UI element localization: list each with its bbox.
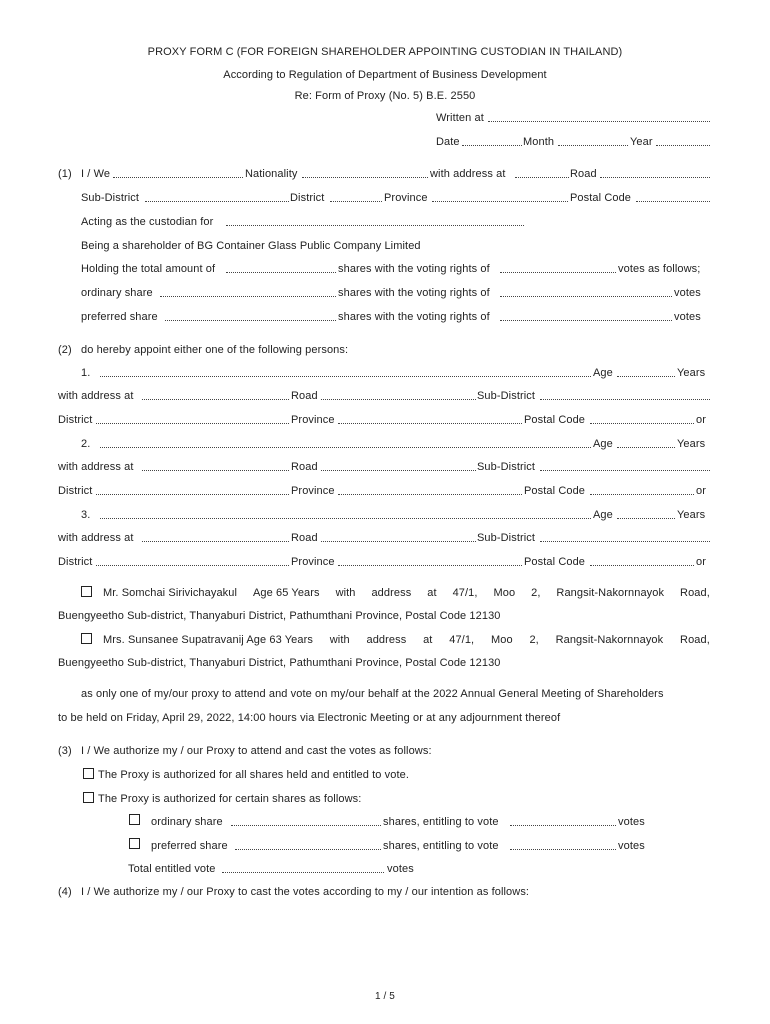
form-title: PROXY FORM C (FOR FOREIGN SHAREHOLDER APPOINTING CUSTODIAN IN THAILAND) [147, 46, 623, 58]
person-3-province-label: Province [291, 556, 335, 568]
person-3-district-label: District [58, 556, 93, 568]
person-2-age-field[interactable] [617, 447, 675, 448]
postal-code-field[interactable] [636, 201, 710, 202]
proxy-somchai-line1 [103, 586, 710, 600]
proxy-sunsanee-word: Rangsit-Nakornnayok [555, 634, 664, 646]
preferred-share-label: preferred share [81, 311, 158, 323]
certain-shares-checkbox[interactable] [83, 792, 94, 803]
person-1-age-label: Age [593, 367, 613, 379]
person-2-postal-field[interactable] [590, 494, 694, 495]
proxy-somchai-word: Age 65 Years [252, 587, 320, 599]
shareholder-statement: Being a shareholder of BG Container Glass Public Company Limited [81, 240, 421, 252]
s3-preferred-votes-field[interactable] [510, 849, 616, 850]
proxy-sunsanee-line1 [103, 633, 710, 647]
section-4-number: (4) [58, 886, 72, 898]
person-3-age-field[interactable] [617, 518, 675, 519]
person-1-postal-label: Postal Code [524, 414, 586, 426]
written-at-field[interactable] [488, 121, 710, 122]
proxy-somchai-checkbox[interactable] [81, 586, 92, 597]
person-2-name-field[interactable] [100, 447, 591, 448]
proxy-sunsanee-word: Mrs. Sunsanee Supatravanij Age 63 Years [103, 634, 313, 646]
all-shares-label: The Proxy is authorized for all shares held and entitled to vote. [98, 769, 410, 781]
ordinary-share-label: ordinary share [81, 287, 153, 299]
proxy-sunsanee-line2: Buengyeetho Sub-district, Thanyaburi District, Pathumthani Province, Postal Code 12130 [58, 657, 501, 669]
proxy-sunsanee-word: address [366, 634, 407, 646]
preferred-votes-field[interactable] [500, 320, 672, 321]
proxy-somchai-word: Moo [493, 587, 516, 599]
person-3-or: or [696, 556, 706, 568]
written-at-label: Written at [436, 112, 484, 124]
sub-district-label: Sub-District [81, 192, 140, 204]
person-3-years-label: Years [677, 509, 706, 521]
person-2-sub-district-label: Sub-District [477, 461, 536, 473]
proxy-sunsanee-word: 47/1, [449, 634, 475, 646]
person-1-name-field[interactable] [100, 376, 591, 377]
person-2-district-field[interactable] [96, 494, 289, 495]
total-votes-suffix: votes [387, 863, 414, 875]
person-3-address-field[interactable] [142, 541, 289, 542]
proxy-sunsanee-word: 2, [529, 634, 539, 646]
year-field[interactable] [656, 145, 710, 146]
person-3-address-label: with address at [58, 532, 134, 544]
person-3-name-field[interactable] [100, 518, 591, 519]
person-1-postal-field[interactable] [590, 423, 694, 424]
certain-shares-label: The Proxy is authorized for certain shares as follows: [98, 793, 362, 805]
person-3-age-label: Age [593, 509, 613, 521]
address-label: with address at [430, 168, 506, 180]
section-3-number: (3) [58, 745, 72, 757]
proxy-somchai-word: at [427, 587, 437, 599]
section-1-number: (1) [58, 168, 72, 180]
total-vote-field[interactable] [222, 872, 384, 873]
person-2-province-label: Province [291, 485, 335, 497]
nationality-field[interactable] [302, 177, 428, 178]
person-2-province-field[interactable] [338, 494, 522, 495]
person-3-sub-district-label: Sub-District [477, 532, 536, 544]
s3-ordinary-votes-label: votes [618, 816, 645, 828]
ordinary-votes-field[interactable] [500, 296, 672, 297]
form-reference: Re: Form of Proxy (No. 5) B.E. 2550 [294, 90, 476, 102]
district-label: District [290, 192, 325, 204]
date-field[interactable] [462, 145, 522, 146]
person-2-years-label: Years [677, 438, 706, 450]
proxy-somchai-word: address [371, 587, 412, 599]
ordinary-shares-field[interactable] [160, 296, 336, 297]
all-shares-checkbox[interactable] [83, 768, 94, 779]
preferred-votes-label: votes [674, 311, 701, 323]
proxy-somchai-word: 2, [531, 587, 541, 599]
proxy-sunsanee-word: at [423, 634, 433, 646]
preferred-share-checkbox[interactable] [129, 838, 140, 849]
s3-preferred-shares-field[interactable] [235, 849, 381, 850]
person-1-years-label: Years [677, 367, 706, 379]
person-3-number: 3. [81, 509, 91, 521]
proxy-somchai-word: Road, [680, 587, 710, 599]
proxy-somchai-line2: Buengyeetho Sub-district, Thanyaburi District, Pathumthani Province, Postal Code 12130 [58, 610, 501, 622]
total-vote-label: Total entitled vote [128, 863, 216, 875]
appoint-intro: do hereby appoint either one of the following persons: [81, 344, 349, 356]
person-2-or: or [696, 485, 706, 497]
road-field[interactable] [600, 177, 710, 178]
proxy-somchai-word: 47/1, [452, 587, 478, 599]
person-1-province-field[interactable] [338, 423, 522, 424]
address-field[interactable] [515, 177, 569, 178]
person-1-number: 1. [81, 367, 91, 379]
person-1-road-label: Road [291, 390, 318, 402]
person-2-address-label: with address at [58, 461, 134, 473]
person-2-number: 2. [81, 438, 91, 450]
proxy-sunsanee-word: Road, [680, 634, 710, 646]
authorize-intro: I / We authorize my / our Proxy to attend and cast the votes as follows: [81, 745, 432, 757]
person-3-postal-label: Postal Code [524, 556, 586, 568]
intention-intro: I / We authorize my / our Proxy to cast the votes according to my / our intention as follows: [81, 886, 530, 898]
shares-voting-label: shares with the voting rights of [338, 263, 490, 275]
person-1-age-field[interactable] [617, 376, 675, 377]
proxy-sunsanee-word: with [329, 634, 350, 646]
meeting-paragraph-line2: to be held on Friday, April 29, 2022, 14:00 hours via Electronic Meeting or at any adjournment thereof [58, 712, 561, 724]
total-votes-field[interactable] [500, 272, 616, 273]
custodian-label: Acting as the custodian for [81, 216, 214, 228]
road-label: Road [570, 168, 597, 180]
person-1-address-label: with address at [58, 390, 134, 402]
proxy-somchai-word: with [335, 587, 356, 599]
postal-code-label: Postal Code [570, 192, 632, 204]
person-1-district-label: District [58, 414, 93, 426]
person-2-road-label: Road [291, 461, 318, 473]
s3-ordinary-shares-field[interactable] [231, 825, 381, 826]
person-1-address-field[interactable] [142, 399, 289, 400]
person-2-age-label: Age [593, 438, 613, 450]
province-field[interactable] [432, 201, 568, 202]
month-field[interactable] [558, 145, 628, 146]
s3-ordinary-label: ordinary share [151, 816, 223, 828]
person-3-province-field[interactable] [338, 565, 522, 566]
person-1-sub-district-field[interactable] [540, 399, 710, 400]
s3-preferred-votes-label: votes [618, 840, 645, 852]
person-2-sub-district-field[interactable] [540, 470, 710, 471]
person-2-address-field[interactable] [142, 470, 289, 471]
date-label: Date [436, 136, 460, 148]
holding-label: Holding the total amount of [81, 263, 216, 275]
s3-preferred-entitling-label: shares, entitling to vote [383, 840, 499, 852]
person-3-road-field[interactable] [321, 541, 476, 542]
person-2-district-label: District [58, 485, 93, 497]
person-3-district-field[interactable] [96, 565, 289, 566]
proxy-somchai-word: Rangsit-Nakornnayok [556, 587, 665, 599]
preferred-voting-label: shares with the voting rights of [338, 311, 490, 323]
section-2-number: (2) [58, 344, 72, 356]
we-label: I / We [81, 168, 111, 180]
district-field[interactable] [330, 201, 382, 202]
page-number: 1 / 5 [375, 991, 395, 1002]
person-1-or: or [696, 414, 706, 426]
votes-as-follows-label: votes as follows; [618, 263, 701, 275]
ordinary-share-checkbox[interactable] [129, 814, 140, 825]
custodian-field[interactable] [226, 225, 524, 226]
s3-ordinary-votes-field[interactable] [510, 825, 616, 826]
person-3-postal-field[interactable] [590, 565, 694, 566]
ordinary-voting-label: shares with the voting rights of [338, 287, 490, 299]
person-1-province-label: Province [291, 414, 335, 426]
person-3-road-label: Road [291, 532, 318, 544]
ordinary-votes-label: votes [674, 287, 701, 299]
meeting-paragraph-line1: as only one of my/our proxy to attend and vote on my/our behalf at the 2022 Annual General Meeting of Shareholders [81, 688, 664, 700]
person-1-sub-district-label: Sub-District [477, 390, 536, 402]
name-field[interactable] [113, 177, 243, 178]
nationality-label: Nationality [245, 168, 298, 180]
year-label: Year [630, 136, 653, 148]
person-3-sub-district-field[interactable] [540, 541, 710, 542]
person-2-road-field[interactable] [321, 470, 476, 471]
person-1-road-field[interactable] [321, 399, 476, 400]
total-shares-field[interactable] [226, 272, 336, 273]
proxy-sunsanee-word: Moo [490, 634, 513, 646]
sub-district-field[interactable] [145, 201, 289, 202]
form-subtitle: According to Regulation of Department of Business Development [223, 69, 547, 81]
s3-preferred-label: preferred share [151, 840, 228, 852]
province-label: Province [384, 192, 428, 204]
proxy-sunsanee-checkbox[interactable] [81, 633, 92, 644]
month-label: Month [523, 136, 555, 148]
proxy-somchai-word: Mr. Somchai Sirivichayakul [103, 587, 238, 599]
s3-ordinary-entitling-label: shares, entitling to vote [383, 816, 499, 828]
person-1-district-field[interactable] [96, 423, 289, 424]
preferred-shares-field[interactable] [165, 320, 336, 321]
person-2-postal-label: Postal Code [524, 485, 586, 497]
